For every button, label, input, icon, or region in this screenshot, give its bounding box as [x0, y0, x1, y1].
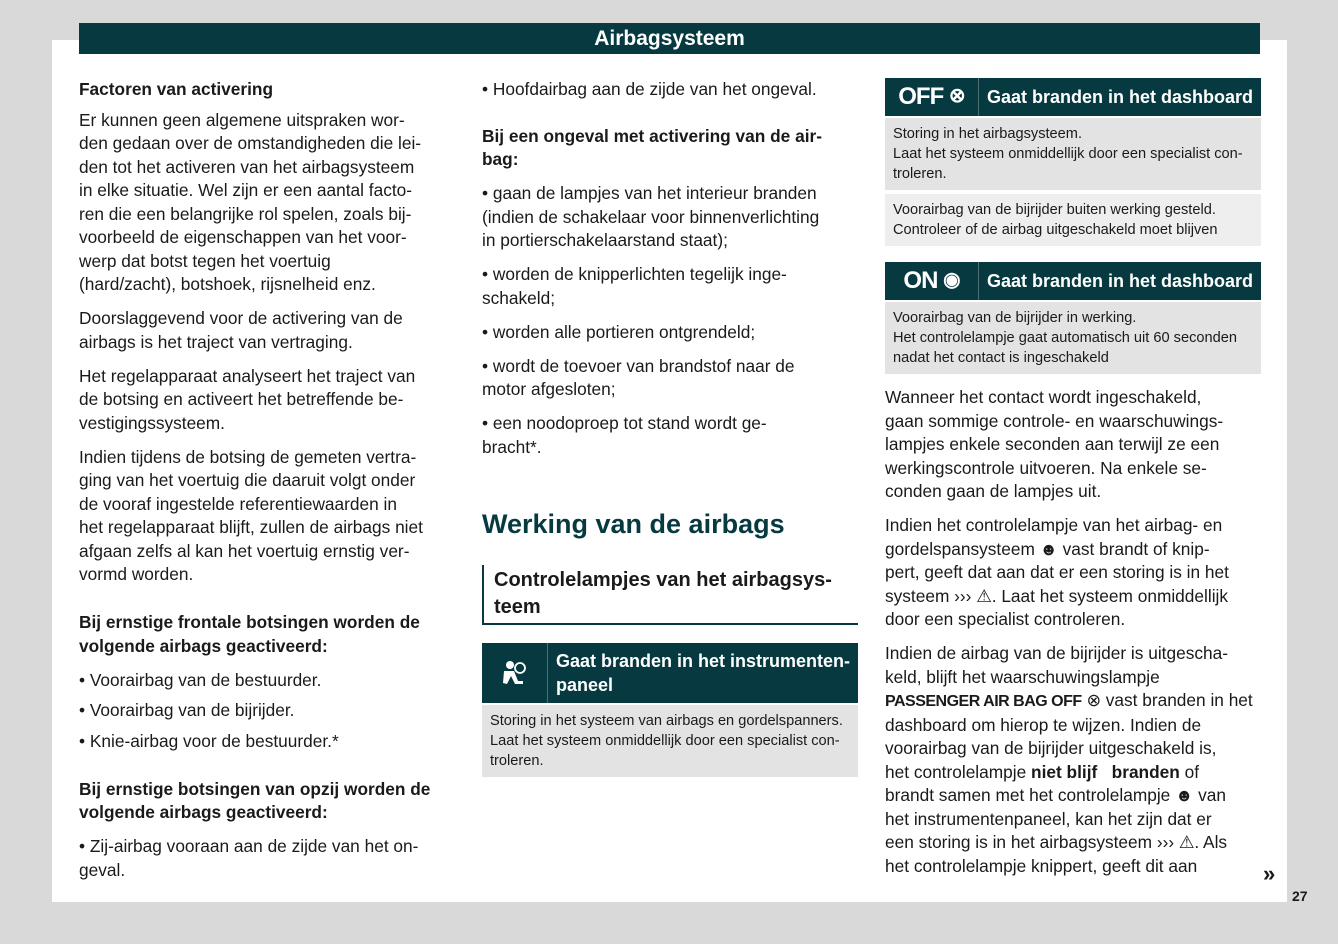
list-item: • worden de knipperlichten tegelijk inge- schakeld;	[482, 264, 787, 308]
list-item: • een noodoproep tot stand wordt ge- bracht*.	[482, 413, 767, 457]
reference-arrow-icon: ››› ⚠	[954, 585, 992, 606]
list-item: • Knie-airbag voor de bestuurder.*	[79, 730, 339, 751]
table-row: Storing in het systeem van airbags en gordelspanners. Laat het systeem onmiddellijk door een specialist con- troleren.	[482, 705, 858, 777]
page-number: 27	[1292, 888, 1308, 904]
column-1	[79, 78, 457, 893]
passenger-airbag-on-icon: ON ◉	[885, 262, 979, 300]
paragraph: Indien het controlelampje van het airbag- en gordelspansysteem ☻ vast brandt of knip- pert, geeft dat aan dat er een storing is in het systeem ››› ⚠. Laat het systeem onmiddellijk door een specialist controleren.	[885, 515, 1229, 629]
bold-paragraph: Bij ernstige botsingen van opzij worden de volgende airbags geactiveerd:	[79, 778, 431, 822]
paragraph: Het regelapparaat analyseert het traject van de botsing en activeert het betreffende be- vestigingssysteem.	[79, 365, 416, 433]
table-row: Storing in het airbagsysteem. Laat het systeem onmiddellijk door een specialist con- troleren.	[885, 118, 1261, 190]
section-title: Factoren van activering	[79, 79, 274, 99]
list-item: • Hoofdairbag aan de zijde van het ongeval.	[482, 79, 817, 99]
continue-mark: »	[1263, 861, 1276, 886]
paragraph: Er kunnen geen algemene uitspraken wor- den gedaan over de omstandigheden die lei- den tot het activeren van het airbagsysteem in elke situatie. Wel zijn er een aantal facto- ren die een belangrijke rol spelen, zoals bij- voorbeeld de eigenschappen van het voor- werp dat botst tegen het voertuig (hard/zacht), botshoek, rijsnelheid enz.	[79, 109, 422, 294]
airbag-warning-icon	[482, 643, 548, 703]
section-heading: Werking van de airbags	[482, 509, 785, 539]
table-header-text: Gaat branden in het dashboard	[986, 87, 1253, 107]
paragraph: Wanneer het contact wordt ingeschakeld, gaan sommige controle- en waarschuwings- lampjes enkele seconden aan terwijl ze een werkingscontrole uitvoeren. Na enkele se- conden gaan de lampjes uit.	[885, 387, 1224, 501]
table-header	[482, 643, 858, 703]
subheading: Controlelampjes van het airbagsys- teem	[482, 565, 858, 625]
paragraph: Doorslaggevend voor de activering van de airbags is het traject van vertraging.	[79, 308, 403, 352]
passenger-airbag-off-icon: OFF ⊗	[885, 78, 979, 116]
passenger-airbag-off-icon: ⊗	[1086, 690, 1101, 710]
airbag-warning-icon: ☻	[1039, 538, 1058, 559]
bold-paragraph: Bij ernstige frontale botsingen worden de volgende airbags geactiveerd:	[79, 612, 420, 656]
paragraph: Indien tijdens de botsing de gemeten vertra- ging van het voertuig die daaruit volgt onder de vooraf ingestelde referentiewaarden in het regelapparaat blijft, zullen de airbags niet afgaan zelfs al kan het voertuig ernstig ver- vormd worden.	[79, 446, 423, 584]
paragraph: Indien de airbag van de bijrijder is uitgescha- keld, blijft het waarschuwingslampje PASSENGER AIR BAG OFF ⊗ vast branden in het dashboard om hierop te wijzen. Indien de voorairbag van de bijrijder uitgeschakeld is, het controlelampje niet blijf branden of brandt samen met het controlelampje ☻ van het instrumentenpaneel, kan het zijn dat er een storing is in het airbagsysteem ››› ⚠. Als het controlelampje knippert, geeft dit aan	[885, 643, 1253, 876]
list-item: • worden alle portieren ontgrendeld;	[482, 321, 756, 342]
list-item: • Zij-airbag vooraan aan de zijde van het on- geval.	[79, 836, 419, 880]
list-item: • wordt de toevoer van brandstof naar de motor afgesloten;	[482, 355, 795, 399]
table-header-off	[885, 78, 1261, 116]
table-header-on	[885, 262, 1261, 300]
bold-paragraph: Bij een ongeval met activering van de air- bag:	[482, 125, 822, 169]
list-item: • Voorairbag van de bijrijder.	[79, 700, 295, 720]
column-3	[885, 78, 1261, 889]
table-header-text: Gaat branden in het instrumenten- paneel	[555, 651, 850, 695]
table-row: Voorairbag van de bijrijder buiten werking gesteld. Controleer of de airbag uitgeschakeld moet blijven	[885, 194, 1261, 246]
section-header: Airbagsysteem	[79, 23, 1260, 54]
column-2	[482, 78, 858, 777]
airbag-warning-icon: ☻	[1175, 785, 1194, 805]
table-header-text: Gaat branden in het dashboard	[986, 271, 1253, 291]
list-item: • gaan de lampjes van het interieur branden (indien de schakelaar voor binnenverlichting in portierschakelaarstand staat);	[482, 183, 820, 250]
table-row: Voorairbag van de bijrijder in werking. Het controlelampje gaat automatisch uit 60 seconden nadat het contact is ingeschakeld	[885, 302, 1261, 374]
list-item: • Voorairbag van de bestuurder.	[79, 669, 322, 690]
reference-arrow-icon: ››› ⚠	[1156, 832, 1195, 852]
